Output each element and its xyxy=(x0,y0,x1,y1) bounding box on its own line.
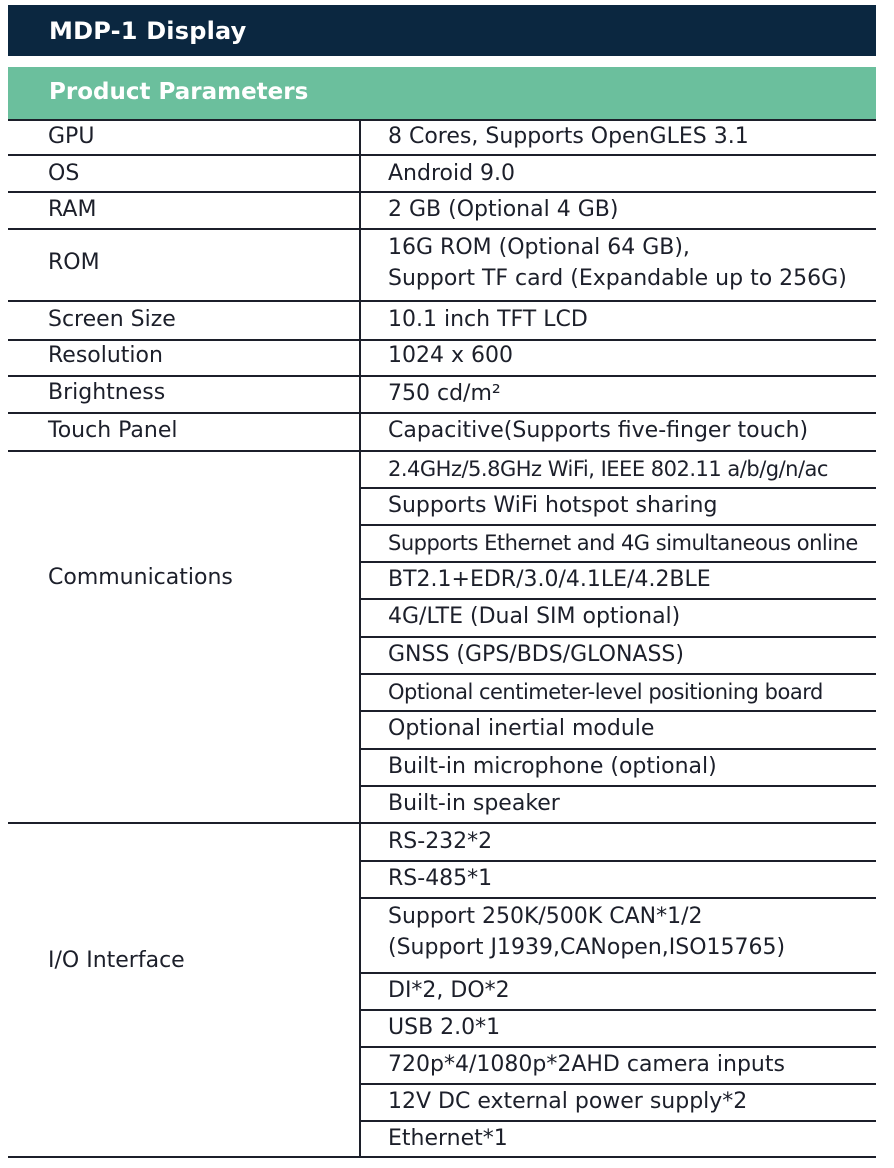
row-value: BT2.1+EDR/3.0/4.1LE/4.2BLE xyxy=(388,567,711,592)
value-separator xyxy=(361,1083,876,1085)
value-separator xyxy=(361,860,876,862)
value-separator xyxy=(361,785,876,787)
value-separator xyxy=(361,897,876,899)
row-separator xyxy=(8,228,876,230)
row-separator xyxy=(8,1156,876,1158)
row-separator xyxy=(8,450,876,452)
row-value: Ethernet*1 xyxy=(388,1126,508,1151)
row-value: 10.1 inch TFT LCD xyxy=(388,307,588,332)
row-separator xyxy=(8,375,876,377)
row-value: (Support J1939,CANopen,ISO15765) xyxy=(388,935,786,960)
title-bar xyxy=(8,5,876,56)
value-separator xyxy=(361,487,876,489)
row-value: Built-in speaker xyxy=(388,791,560,816)
row-label-communications: Communications xyxy=(48,565,233,590)
row-value: USB 2.0*1 xyxy=(388,1015,501,1040)
row-value: DI*2, DO*2 xyxy=(388,978,510,1003)
row-separator xyxy=(8,154,876,156)
row-value: Support TF card (Expandable up to 256G) xyxy=(388,266,847,291)
row-value: Supports Ethernet and 4G simultaneous online xyxy=(388,531,858,555)
row-value: 2.4GHz/5.8GHz WiFi, IEEE 802.11 a/b/g/n/ac xyxy=(388,457,828,481)
row-value: Supports WiFi hotspot sharing xyxy=(388,493,718,518)
row-value: 12V DC external power supply*2 xyxy=(388,1089,748,1114)
row-separator xyxy=(8,300,876,302)
row-separator xyxy=(8,119,876,121)
row-value: 750 cd/m² xyxy=(388,381,501,406)
row-label-screen-size: Screen Size xyxy=(48,307,176,332)
row-separator xyxy=(8,822,876,824)
row-value: Android 9.0 xyxy=(388,161,516,186)
row-value: 1024 x 600 xyxy=(388,343,513,368)
row-separator xyxy=(8,191,876,193)
section-header xyxy=(8,67,876,119)
value-separator xyxy=(361,561,876,563)
value-separator xyxy=(361,636,876,638)
row-value: Optional inertial module xyxy=(388,716,655,741)
row-value: Support 250K/500K CAN*1/2 xyxy=(388,904,703,929)
row-label-os: OS xyxy=(48,161,80,186)
row-label-rom: ROM xyxy=(48,250,100,275)
value-separator xyxy=(361,1046,876,1048)
row-label-ram: RAM xyxy=(48,197,97,222)
value-separator xyxy=(361,673,876,675)
row-value: 720p*4/1080p*2AHD camera inputs xyxy=(388,1052,785,1077)
value-separator xyxy=(361,748,876,750)
row-label-brightness: Brightness xyxy=(48,380,166,405)
row-value: GNSS (GPS/BDS/GLONASS) xyxy=(388,642,684,667)
value-separator xyxy=(361,972,876,974)
row-label-touch-panel: Touch Panel xyxy=(48,418,178,443)
row-value: 4G/LTE (Dual SIM optional) xyxy=(388,604,681,629)
row-separator xyxy=(8,412,876,414)
value-separator xyxy=(361,1120,876,1122)
value-separator xyxy=(361,710,876,712)
row-value: 2 GB (Optional 4 GB) xyxy=(388,197,619,222)
row-value: RS-232*2 xyxy=(388,829,493,854)
value-separator xyxy=(361,598,876,600)
row-value: 16G ROM (Optional 64 GB), xyxy=(388,235,690,260)
value-separator xyxy=(361,1009,876,1011)
row-value: 8 Cores, Supports OpenGLES 3.1 xyxy=(388,124,749,149)
row-value: RS-485*1 xyxy=(388,866,493,891)
row-value: Capacitive(Supports five-finger touch) xyxy=(388,418,809,443)
row-value: Optional centimeter-level positioning board xyxy=(388,680,823,704)
row-label-gpu: GPU xyxy=(48,124,95,149)
column-divider xyxy=(359,119,361,1158)
page-title: MDP-1 Display xyxy=(49,17,247,45)
row-value: Built-in microphone (optional) xyxy=(388,754,717,779)
value-separator xyxy=(361,524,876,526)
section-title: Product Parameters xyxy=(49,79,309,105)
row-label-resolution: Resolution xyxy=(48,343,163,368)
row-label-io-interface: I/O Interface xyxy=(48,948,185,973)
